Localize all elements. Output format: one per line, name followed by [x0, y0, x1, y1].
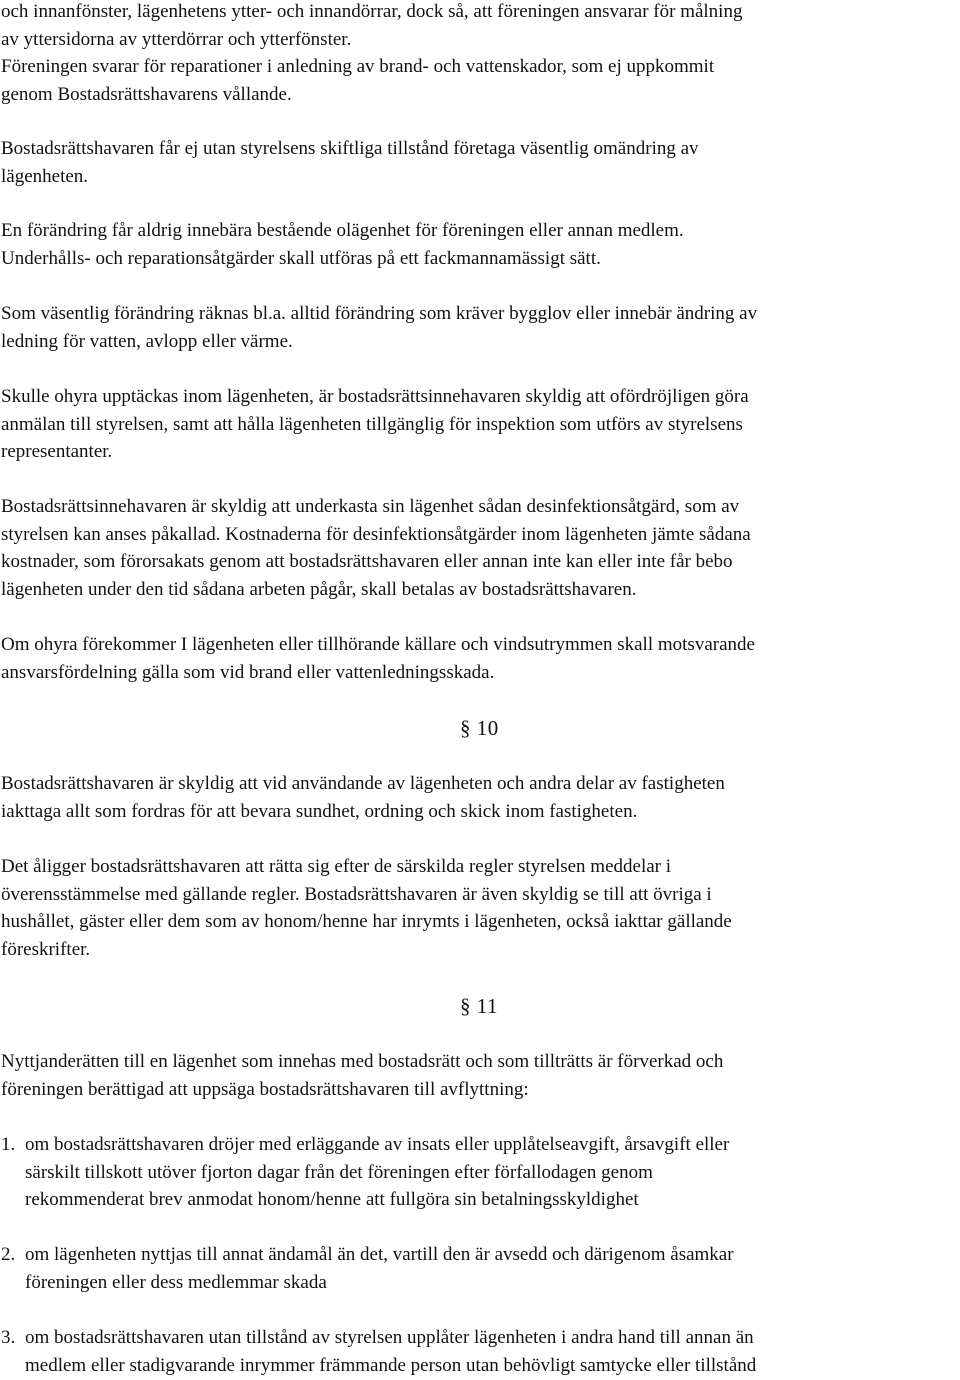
text-line: ansvarsfördelning gälla som vid brand eller vattenledningsskada.	[1, 661, 495, 683]
text-line: genom Bostadsrättshavarens vållande.	[1, 83, 292, 105]
list-item-number: 1.	[1, 1134, 16, 1155]
text-line: styrelsen kan anses påkallad. Kostnaderna för desinfektionsåtgärder inom lägenheten jämte sådana	[1, 523, 751, 545]
text-line: Bostadsrättshavaren får ej utan styrelsens skiftliga tillstånd företaga väsentlig omändring av	[1, 138, 699, 159]
text-line: ledning för vatten, avlopp eller värme.	[1, 330, 293, 352]
list-item-line: om lägenheten nyttjas till annat ändamål än det, vartill den är avsedd och därigenom åsamkar	[25, 1244, 734, 1265]
text-line: Om ohyra förekommer I lägenheten eller tillhörande källare och vindsutrymmen skall motsvarande	[1, 634, 755, 655]
section-heading-11: § 11	[460, 994, 498, 1018]
text-line: representanter.	[1, 441, 113, 462]
list-item-number: 2.	[1, 1244, 16, 1265]
text-line: föreskrifter.	[1, 938, 91, 960]
text-line: kostnader, som förorsakats genom att bostadsrättshavaren eller annan inte kan eller inte får bebo	[1, 551, 733, 572]
text-line: anmälan till styrelsen, samt att hålla lägenheten tillgänglig för inspektion som utförs av styrelsens	[1, 413, 743, 435]
section-heading-10: § 10	[460, 716, 499, 740]
text-line: iakttaga allt som fordras för att bevara sundhet, ordning och skick inom fastigheten.	[1, 800, 638, 822]
list-item-line: rekommenderat brev anmodat honom/henne att fullgöra sin betalningsskyldighet	[25, 1189, 639, 1210]
text-line: av yttersidorna av ytterdörrar och ytterfönster.	[1, 28, 352, 50]
text-line: Underhålls- och reparationsåtgärder skall utföras på ett fackmannamässigt sätt.	[1, 247, 601, 269]
text-line: föreningen berättigad att uppsäga bostadsrättshavaren till avflyttning:	[1, 1078, 529, 1100]
text-line: Skulle ohyra upptäckas inom lägenheten, är bostadsrättsinnehavaren skyldig att ofördröjligen göra	[1, 386, 749, 407]
text-line: Bostadsrättsinnehavaren är skyldig att underkasta sin lägenhet sådan desinfektionsåtgärd, som av	[1, 496, 740, 517]
text-line: Det åligger bostadsrättshavaren att rätta sig efter de särskilda regler styrelsen meddelar i	[1, 856, 672, 877]
list-item-number: 3.	[1, 1327, 16, 1348]
text-line: lägenheten under den tid sådana arbeten pågår, skall betalas av bostadsrättshavaren.	[1, 578, 637, 600]
list-item-line: om bostadsrättshavaren dröjer med erläggande av insats eller upplåtelseavgift, årsavgift eller	[25, 1134, 730, 1155]
list-item-line: särskilt tillskott utöver fjorton dagar från det föreningen efter förfallodagen genom	[25, 1161, 653, 1183]
text-line: Nyttjanderätten till en lägenhet som innehas med bostadsrätt och som tillträtts är förverkad och	[1, 1051, 724, 1072]
text-line: och innanfönster, lägenhetens ytter- och innandörrar, dock så, att föreningen ansvarar för målning	[1, 1, 743, 22]
text-line: lägenheten.	[1, 165, 89, 187]
text-line: Bostadsrättshavaren är skyldig att vid användande av lägenheten och andra delar av fastigheten	[1, 773, 725, 794]
text-line: överensstämmelse med gällande regler. Bostadsrättshavaren är även skyldig se till att övriga i	[1, 883, 712, 905]
list-item-line: om bostadsrättshavaren utan tillstånd av styrelsen upplåter lägenheten i andra hand till annan än	[25, 1327, 754, 1348]
text-line: Som väsentlig förändring räknas bl.a. alltid förändring som kräver bygglov eller innebär ändring av	[1, 303, 758, 324]
text-line: Föreningen svarar för reparationer i anledning av brand- och vattenskador, som ej uppkommit	[1, 56, 715, 77]
text-line: En förändring får aldrig innebära bestående olägenhet för föreningen eller annan medlem.	[1, 220, 684, 241]
list-item-line: medlem eller stadigvarande inrymmer främmande person utan behövligt samtycke eller tillstånd	[25, 1354, 757, 1376]
list-item-line: föreningen eller dess medlemmar skada	[25, 1271, 327, 1293]
text-line: hushållet, gäster eller dem som av honom/henne har inrymts i lägenheten, också iakttar gällande	[1, 911, 732, 932]
